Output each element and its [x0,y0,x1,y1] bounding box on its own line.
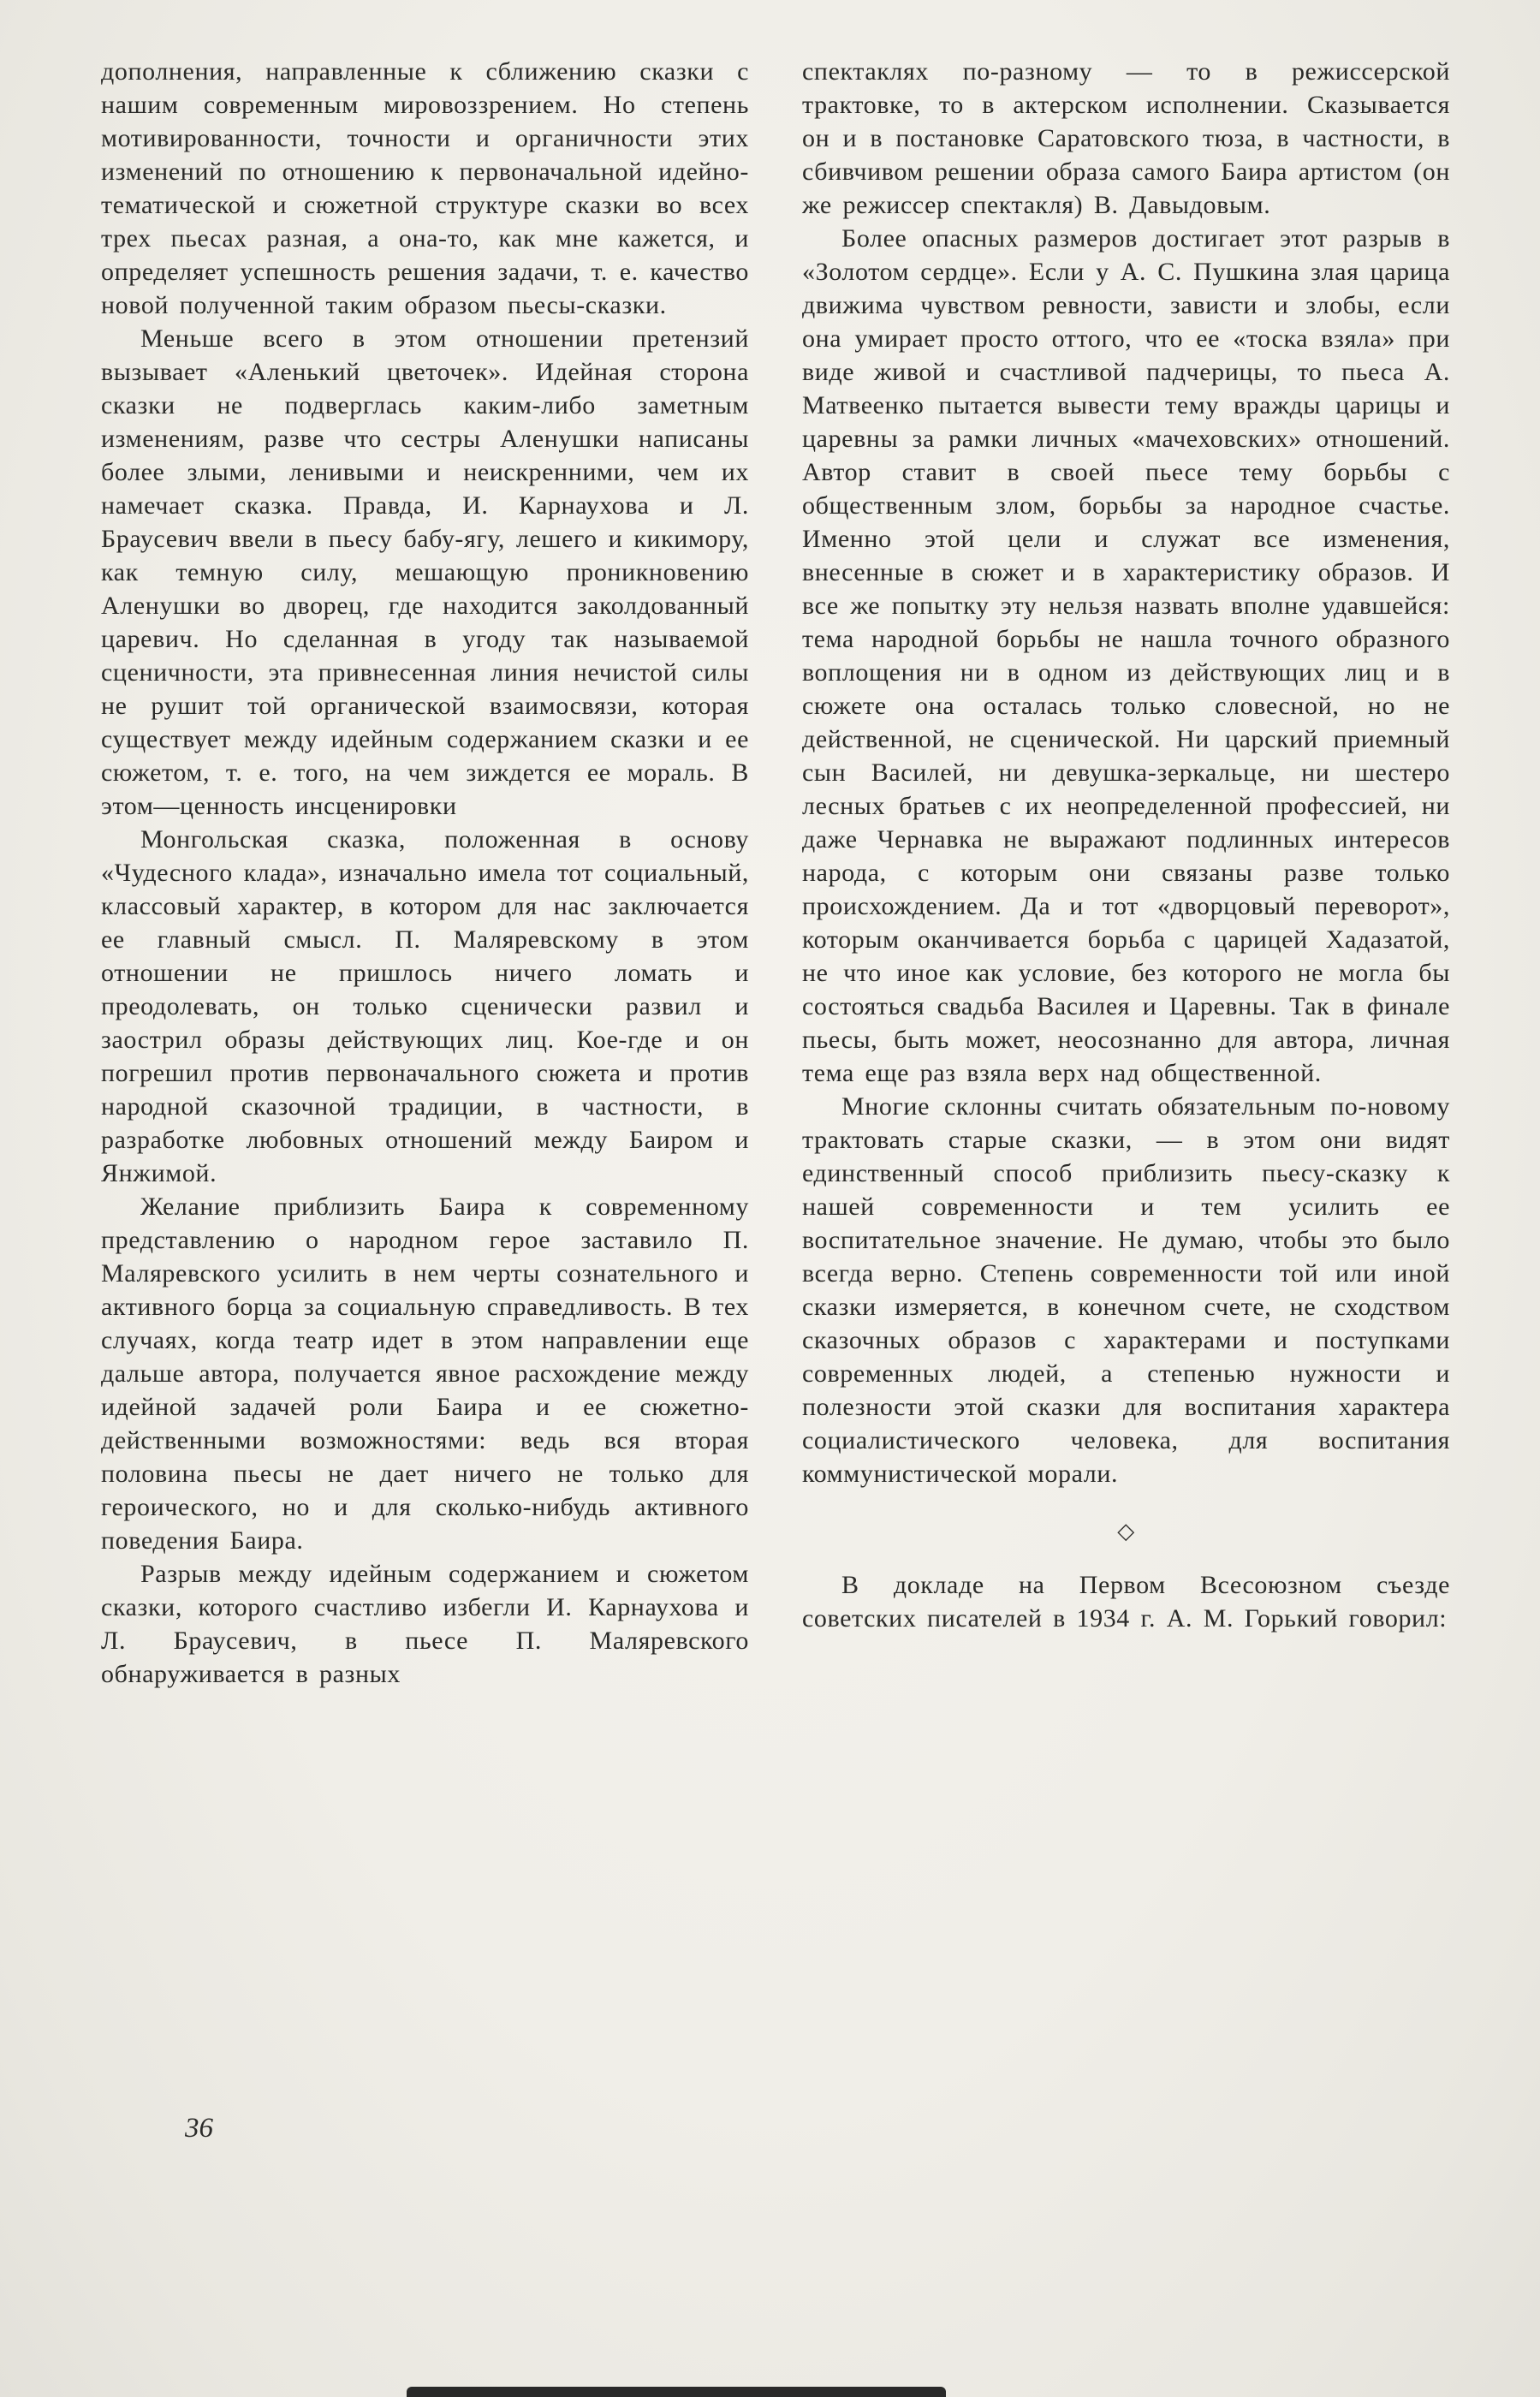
paragraph: Более опасных размеров достигает этот разрыв в «Золотом сердце». Если у А. С. Пушкина злая царица движима чувством ревности, зависти и злобы, если она умирает просто оттого, что ее «тоска взяла» при виде живой и счастливой падчерицы, то пьеса А. Матвеенко пытается вывести тему вражды царицы и царевны за рамки личных «мачеховских» отношений. Автор ставит в своей пьесе тему борьбы с общественным злом, борьбы за народное счастье. Именно этой цели и служат все изменения, внесенные в сюжет и в характеристику образов. И все же попытку эту нельзя назвать вполне удавшейся: тема народной борьбы не нашла точного образного воплощения ни в одном из действующих лиц и в сюжете она осталась только словесной, но не действенной, не сценической. Ни царский приемный сын Василей, ни девушка-зеркальце, ни шестеро лесных братьев с их неопределенной профессией, ни даже Чернавка не выражают подлинных интересов народа, с которым они связаны разве только происхождением. Да и тот «дворцовый переворот», которым оканчивается борьба с царицей Хадазатой, не что иное как условие, без которого не могла бы состояться свадьба Василея и Царевны. Так в финале пьесы, быть может, неосознанно для автора, личная тема еще раз взяла верх над общественной. [802,224,1450,1087]
paragraph: Многие склонны считать обязательным по-новому трактовать старые сказки, — в этом они видят единственный способ приблизить пьесу-сказку к нашей современности и тем усилить ее воспитательное значение. Не думаю, чтобы это было всегда верно. Степень современности той или иной сказки измеряется, в конечном счете, не сходством сказочных образов с характерами и поступками современных людей, а степенью нужности и полезности этой сказки для воспитания характера социалистического человека, для воспитания коммунистической морали. [802,1092,1450,1488]
paragraph: Желание приблизить Баира к современному представлению о народном герое заставило П. Маляревского усилить в нем черты сознательного и активного борца за социальную справедливость. В тех случаях, когда театр идет в этом направлении еще дальше автора, получается явное расхождение между идейной задачей роли Баира и ее сюжетно-действенными возможностями: ведь вся вторая половина пьесы не дает ничего не только для героического, но и для сколько-нибудь активного поведения Баира. [101,1193,749,1555]
page-number: 36 [185,2113,213,2144]
left-column [101,55,749,1691]
paragraph: дополнения, направленные к сближению сказки с нашим современным мировоззрением. Но степень мотивированности, точности и органичности этих изменений по отношению к первоначальной идейно-тематической и сюжетной структуре сказки во всех трех пьесах разная, а она-то, как мне кажется, и определяет успешность решения задачи, т. е. качество новой полученной таким образом пьесы-сказки. [101,57,749,319]
paragraph: спектаклях по-разному — то в режиссерской трактовке, то в актерском исполнении. Сказывается он и в постановке Саратовского тюза, в частности, в сбивчивом решении образа самого Баира артистом (он же режиссер спектакля) В. Давыдовым. [802,57,1450,219]
paragraph: Разрыв между идейным содержанием и сюжетом сказки, которого счастливо избегли И. Карнаухова и Л. Браусевич, в пьесе П. Маляревского обнаруживается в разных [101,1560,749,1688]
scan-edge-shadow [407,2387,946,2397]
text-columns [101,55,1450,1691]
paragraph: В докладе на Первом Всесоюзном съезде советских писателей в 1934 г. А. М. Горький говорил: [802,1571,1450,1633]
paragraph: Меньше всего в этом отношении претензий вызывает «Аленький цветочек». Идейная сторона сказки не подверглась каким-либо заметным изменениям, разве что сестры Аленушки написаны более злыми, ленивыми и неискренними, чем их намечает сказка. Правда, И. Карнаухова и Л. Браусевич ввели в пьесу бабу-ягу, лешего и кикимору, как темную силу, мешающую проникновению Аленушки во дворец, где находится заколдованный царевич. Но сделанная в угоду так называемой сценичности, эта привнесенная линия нечистой силы не рушит той органической взаимосвязи, которая существует между идейным содержанием сказки и ее сюжетом, т. е. того, на чем зиждется ее мораль. В этом—ценность инсценировки [101,324,749,820]
paragraph: Монгольская сказка, положенная в основу «Чудесного клада», изначально имела тот социальный, классовый характер, в котором для нас заключается ее главный смысл. П. Маляревскому в этом отношении не пришлось ничего ломать и преодолевать, он только сценически развил и заострил образы действующих лиц. Кое-где и он погрешил против первоначального сюжета и против народной сказочной традиции, в частности, в разработке любовных отношений между Баиром и Янжимой. [101,825,749,1187]
section-divider-diamond-icon: ◇ [1117,1519,1135,1543]
right-column [802,55,1450,1691]
